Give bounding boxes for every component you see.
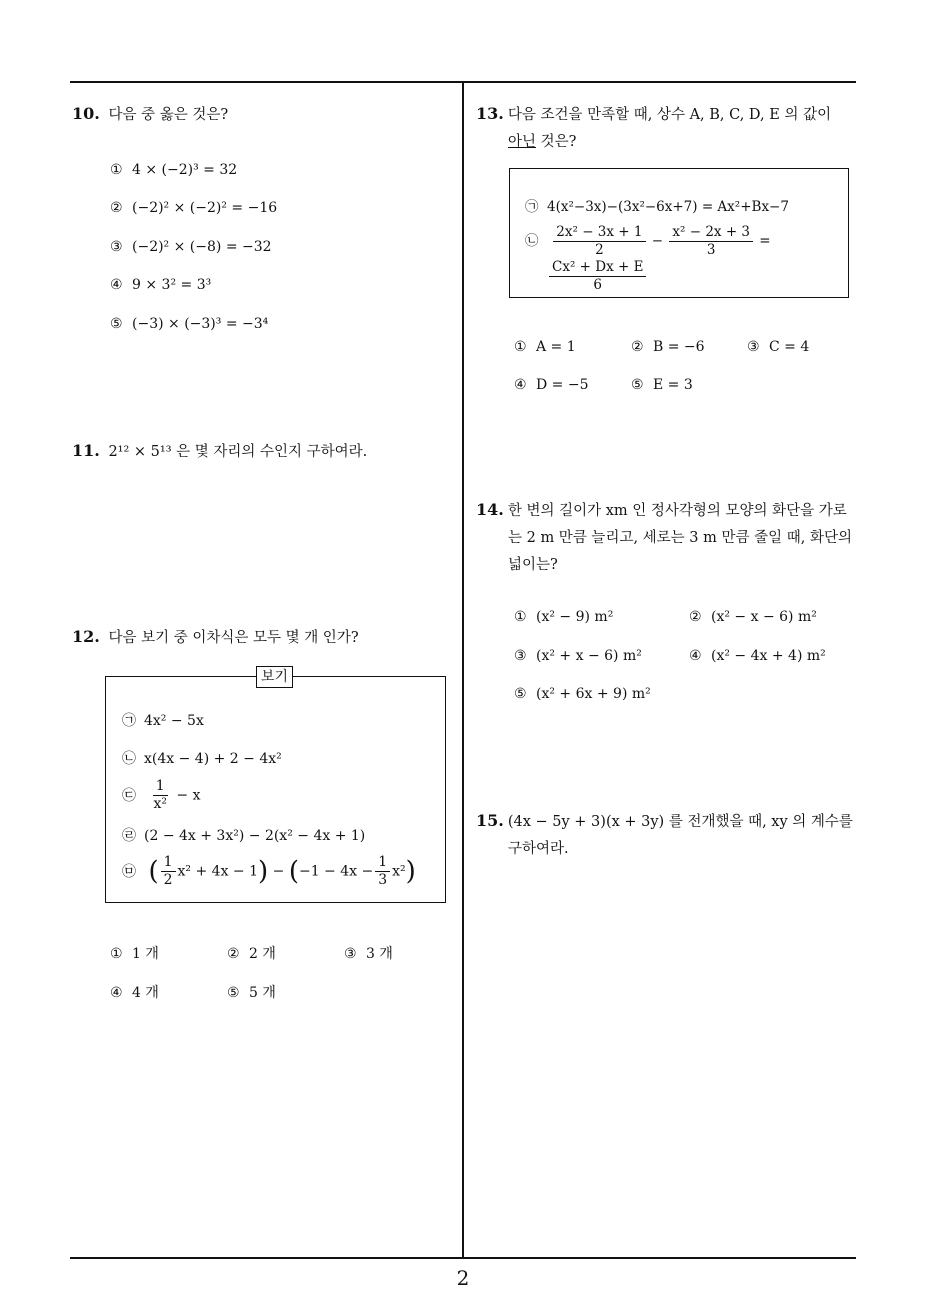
choice-label: 2 개 <box>249 946 276 962</box>
question-text-line: 는 2 m 만큼 늘리고, 세로는 3 m 만큼 줄일 때, 화단의 <box>508 530 852 546</box>
bottom-rule <box>70 1257 856 1259</box>
numerator: x² − 2x + 3 <box>669 224 753 242</box>
choice-mark: ⑤ <box>110 316 123 332</box>
question-number: 12. <box>72 627 100 646</box>
choice-mark: ③ <box>514 648 527 664</box>
choice-mark: ② <box>689 609 702 625</box>
question-15 <box>476 807 860 863</box>
choice-mark: ③ <box>344 946 357 962</box>
fraction <box>161 854 176 889</box>
item-expr: − x <box>176 787 201 804</box>
condition-2-rhs <box>547 259 648 294</box>
q13-choice-1[interactable] <box>514 339 576 355</box>
column-divider <box>462 83 464 1259</box>
q12-choice-3[interactable] <box>344 943 393 963</box>
item-mark: ㉤ <box>122 863 136 880</box>
numerator: Cx² + Dx + E <box>549 259 646 277</box>
choice-expr: D = −5 <box>536 377 589 393</box>
q10-choice-1[interactable] <box>110 162 237 178</box>
choice-label: 3 개 <box>366 946 393 962</box>
example-item-3 <box>122 778 201 813</box>
q12-choice-2[interactable] <box>227 943 276 963</box>
choice-mark: ⑤ <box>227 985 240 1001</box>
choice-expr: 9 × 3² = 3³ <box>132 277 212 293</box>
item-mark: ㉡ <box>525 233 539 249</box>
question-number: 14. <box>476 500 504 519</box>
example-item-1 <box>122 710 204 730</box>
choice-expr: (x² + 6x + 9) m² <box>536 686 651 702</box>
item-expr: x(4x − 4) + 2 − 4x² <box>144 751 282 767</box>
q12-choice-4[interactable] <box>110 982 159 1002</box>
q13-choice-5[interactable] <box>631 377 693 393</box>
question-text: (4x − 5y + 3)(x + 3y) 를 전개했을 때, xy 의 계수를 <box>507 814 853 830</box>
choice-expr: B = −6 <box>653 339 705 355</box>
numerator: 1 <box>161 854 176 872</box>
choice-label: 4 개 <box>132 985 159 1001</box>
item-expr: x² + 4x − 1 <box>177 863 259 880</box>
choice-expr: C = 4 <box>769 339 810 355</box>
q13-choice-4[interactable] <box>514 377 589 393</box>
q14-choice-3[interactable] <box>514 648 642 664</box>
denominator: 3 <box>706 242 716 258</box>
choice-mark: ④ <box>514 377 527 393</box>
q12-choice-5[interactable] <box>227 982 276 1002</box>
choice-label: 1 개 <box>132 946 159 962</box>
denominator: 6 <box>593 277 603 293</box>
item-expr: (2 − 4x + 3x²) − 2(x² − 4x + 1) <box>144 828 366 844</box>
choice-mark: ① <box>514 339 527 355</box>
choice-expr: (−3) × (−3)³ = −3⁴ <box>132 316 269 332</box>
q13-choice-3[interactable] <box>747 339 809 355</box>
choice-expr: 4 × (−2)³ = 32 <box>132 162 238 178</box>
question-text: 다음 보기 중 이차식은 모두 몇 개 인가? <box>108 630 359 646</box>
example-box-title: 보기 <box>256 666 293 688</box>
choice-mark: ③ <box>110 239 123 255</box>
q14-choice-5[interactable] <box>514 686 651 702</box>
question-13 <box>476 100 860 156</box>
item-mark: ㉢ <box>122 787 136 804</box>
choice-mark: ① <box>110 162 123 178</box>
choice-mark: ② <box>110 200 123 216</box>
item-expr: 4(x²−3x)−(3x²−6x+7) = Ax²+Bx−7 <box>547 199 789 215</box>
fraction <box>375 854 390 889</box>
item-mark: ㉣ <box>122 828 136 844</box>
page-number: 2 <box>456 1266 470 1290</box>
example-item-2 <box>122 748 282 768</box>
question-text: 2¹² × 5¹³ 은 몇 자리의 수인지 구하여라. <box>108 444 368 460</box>
denominator: 2 <box>595 242 604 258</box>
choice-mark: ④ <box>689 648 702 664</box>
condition-2: ㉡ $\frac{\text{2x² − 3x + 1}}{2}$ − $\frac{\text{x² − 2x + 3}}{3}$ = <box>525 224 771 258</box>
choice-expr: (−2)² × (−2)² = −16 <box>132 200 278 216</box>
question-10 <box>72 100 228 129</box>
question-14 <box>476 496 860 579</box>
choice-expr: A = 1 <box>536 339 576 355</box>
q10-choice-3[interactable] <box>110 239 272 255</box>
question-number: 10. <box>72 104 100 123</box>
q10-choice-4[interactable] <box>110 277 211 293</box>
question-text: 것은? <box>536 134 577 150</box>
choice-mark: ③ <box>747 339 760 355</box>
fraction <box>553 224 645 259</box>
item-mark: ㉡ <box>122 751 136 767</box>
fraction <box>669 224 753 259</box>
choice-mark: ④ <box>110 277 123 293</box>
numerator: 2x² − 3x + 1 <box>553 224 645 242</box>
q13-choice-2[interactable] <box>631 339 705 355</box>
underlined-word: 아닌 <box>508 134 537 150</box>
fraction <box>150 778 170 813</box>
choice-expr: (x² + x − 6) m² <box>536 648 642 664</box>
example-item-5: ㉤ ( $\frac{1}{2}$ x² + 4x − 1) − (−1 − 4x − $\frac{1}{3}$ x²) <box>122 854 416 888</box>
choice-expr: (x² − 9) m² <box>536 609 614 625</box>
q14-choice-2[interactable] <box>689 609 817 625</box>
q10-choice-5[interactable] <box>110 316 268 332</box>
choice-expr: (−2)² × (−8) = −32 <box>132 239 272 255</box>
question-text-line: 넓이는? <box>508 557 558 573</box>
q14-choice-1[interactable] <box>514 609 613 625</box>
q10-choice-2[interactable] <box>110 200 277 216</box>
choice-mark: ① <box>514 609 527 625</box>
example-item-4 <box>122 825 365 845</box>
item-expr: x² <box>392 863 406 880</box>
q14-choice-4[interactable] <box>689 648 826 664</box>
question-number: 15. <box>476 811 504 830</box>
question-text: 다음 중 옳은 것은? <box>108 107 229 123</box>
question-11 <box>72 437 367 466</box>
denominator: 2 <box>163 872 173 888</box>
choice-expr: (x² − x − 6) m² <box>711 609 817 625</box>
choice-mark: ② <box>227 946 240 962</box>
q12-choice-1[interactable] <box>110 943 159 963</box>
question-number: 13. <box>476 104 504 123</box>
choice-mark: ② <box>631 339 644 355</box>
choice-expr: E = 3 <box>653 377 693 393</box>
question-text-line: 구하여라. <box>508 841 569 857</box>
item-expr: 4x² − 5x <box>144 713 204 729</box>
item-mark: ㉠ <box>525 199 539 215</box>
choice-mark: ⑤ <box>514 686 527 702</box>
choice-label: 5 개 <box>249 985 276 1001</box>
numerator: 1 <box>375 854 390 872</box>
choice-mark: ⑤ <box>631 377 644 393</box>
condition-1 <box>525 195 789 215</box>
numerator: 1 <box>153 778 168 796</box>
choice-mark: ④ <box>110 985 123 1001</box>
choice-mark: ① <box>110 946 123 962</box>
denominator: 3 <box>378 872 388 888</box>
fraction <box>549 259 646 294</box>
question-text: 한 변의 길이가 xm 인 정사각형의 모양의 화단을 가로 <box>507 503 847 519</box>
question-12 <box>72 623 359 652</box>
item-expr: −1 − 4x − <box>298 863 374 880</box>
question-number: 11. <box>72 441 100 460</box>
denominator: x² <box>153 796 167 812</box>
item-mark: ㉠ <box>122 713 136 729</box>
choice-expr: (x² − 4x + 4) m² <box>711 648 826 664</box>
question-text: 다음 조건을 만족할 때, 상수 A, B, C, D, E 의 값이 <box>507 107 832 123</box>
